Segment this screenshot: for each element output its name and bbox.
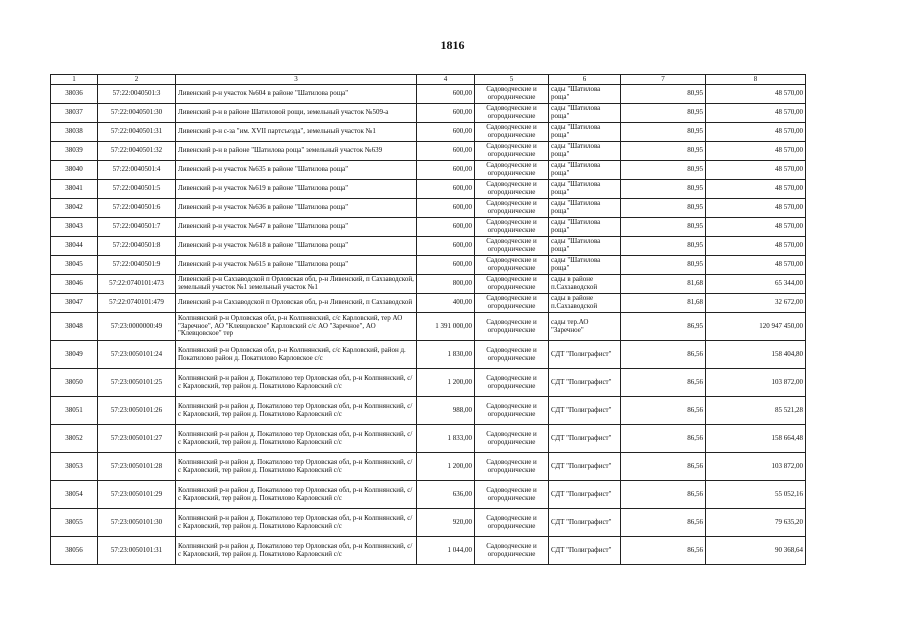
table-row: [51, 509, 806, 537]
land-category-cell: Садоводческие и огороднические: [475, 275, 549, 294]
land-category-cell: Садоводческие и огороднические: [475, 537, 549, 565]
address-cell: Ливенский р-н с-за "им. XVII партсъезда", земельный участок №1: [176, 123, 417, 142]
area-cell: 636,00: [417, 481, 475, 509]
table-row: [51, 85, 806, 104]
row-number-cell: 38049: [51, 341, 98, 369]
address-cell: Колпнянский р-н район д. Покатилово тер Орловская обл, р-н Колпнянский, с/с Карловский, тер район д. Покатилово Карловский с/с: [176, 509, 417, 537]
cadastral-number-cell: 57:22:0740101:473: [98, 275, 176, 294]
location-cell: СДТ "Полиграфист": [549, 341, 621, 369]
row-number-cell: 38056: [51, 537, 98, 565]
cadastral-value-cell: 48 570,00: [706, 123, 806, 142]
area-cell: 600,00: [417, 237, 475, 256]
row-number-cell: 38050: [51, 369, 98, 397]
land-category-cell: Садоводческие и огороднические: [475, 369, 549, 397]
table-row: [51, 294, 806, 313]
location-cell: сады тер.АО "Заречное": [549, 313, 621, 341]
location-cell: сады "Шатилова роща": [549, 218, 621, 237]
address-cell: Колпнянский р-н район д. Покатилово тер Орловская обл, р-н Колпнянский, с/с Карловский, тер район д. Покатилово Карловский с/с: [176, 425, 417, 453]
location-cell: сады "Шатилова роща": [549, 104, 621, 123]
cadastral-value-cell: 48 570,00: [706, 104, 806, 123]
cadastral-number-cell: 57:23:0000000:49: [98, 313, 176, 341]
area-cell: 400,00: [417, 294, 475, 313]
area-cell: 600,00: [417, 180, 475, 199]
row-number-cell: 38039: [51, 142, 98, 161]
land-category-cell: Садоводческие и огороднические: [475, 199, 549, 218]
table-row: [51, 123, 806, 142]
cadastral-value-cell: 48 570,00: [706, 161, 806, 180]
row-number-cell: 38044: [51, 237, 98, 256]
rate-cell: 86,56: [621, 369, 706, 397]
rate-cell: 86,95: [621, 313, 706, 341]
cadastral-value-cell: 48 570,00: [706, 85, 806, 104]
address-cell: Ливенский р-н в районе Шатиловой рощи, земельный участок №509-а: [176, 104, 417, 123]
cadastral-value-cell: 90 368,64: [706, 537, 806, 565]
area-cell: 988,00: [417, 397, 475, 425]
rate-cell: 86,56: [621, 453, 706, 481]
location-cell: сады "Шатилова роща": [549, 180, 621, 199]
rate-cell: 80,95: [621, 218, 706, 237]
header-row: [51, 75, 806, 85]
land-category-cell: Садоводческие и огороднические: [475, 218, 549, 237]
cadastral-number-cell: 57:22:0040501:5: [98, 180, 176, 199]
cadastral-value-cell: 158 404,80: [706, 341, 806, 369]
cadastral-value-cell: 32 672,00: [706, 294, 806, 313]
cadastral-number-cell: 57:23:0050101:25: [98, 369, 176, 397]
address-cell: Колпнянский р-н район д. Покатилово тер Орловская обл, р-н Колпнянский, с/с Карловский, тер район д. Покатилово Карловский с/с: [176, 481, 417, 509]
row-number-cell: 38046: [51, 275, 98, 294]
table-row: [51, 142, 806, 161]
area-cell: 800,00: [417, 275, 475, 294]
address-cell: Колпнянский р-н Орловская обл, р-н Колпнянский, с/с Карловский, район д. Покатилово район д. Покатилово Карловское с/с: [176, 341, 417, 369]
cadastral-value-cell: 103 872,00: [706, 369, 806, 397]
land-category-cell: Садоводческие и огороднические: [475, 123, 549, 142]
cadastral-number-cell: 57:23:0050101:29: [98, 481, 176, 509]
land-category-cell: Садоводческие и огороднические: [475, 341, 549, 369]
rate-cell: 80,95: [621, 180, 706, 199]
area-cell: 1 200,00: [417, 453, 475, 481]
header-cell: 7: [621, 75, 706, 85]
location-cell: сады "Шатилова роща": [549, 123, 621, 142]
cadastral-number-cell: 57:23:0050101:24: [98, 341, 176, 369]
cadastral-number-cell: 57:22:0040501:32: [98, 142, 176, 161]
cadastral-number-cell: 57:23:0050101:28: [98, 453, 176, 481]
cadastral-number-cell: 57:22:0040501:4: [98, 161, 176, 180]
cadastral-number-cell: 57:23:0050101:30: [98, 509, 176, 537]
cadastral-value-cell: 55 052,16: [706, 481, 806, 509]
cadastral-value-cell: 120 947 450,00: [706, 313, 806, 341]
rate-cell: 81,68: [621, 275, 706, 294]
land-category-cell: Садоводческие и огороднические: [475, 256, 549, 275]
cadastral-number-cell: 57:22:0040501:8: [98, 237, 176, 256]
location-cell: сады "Шатилова роща": [549, 199, 621, 218]
area-cell: 600,00: [417, 104, 475, 123]
row-number-cell: 38055: [51, 509, 98, 537]
header-cell: 3: [176, 75, 417, 85]
land-category-cell: Садоводческие и огороднические: [475, 294, 549, 313]
table-row: [51, 481, 806, 509]
cadastral-number-cell: 57:22:0040501:9: [98, 256, 176, 275]
address-cell: Ливенский р-н Сахзаводской п Орловская обл, р-н Ливенский, п Сахзаводской: [176, 294, 417, 313]
land-category-cell: Садоводческие и огороднические: [475, 180, 549, 199]
row-number-cell: 38053: [51, 453, 98, 481]
land-category-cell: Садоводческие и огороднические: [475, 509, 549, 537]
area-cell: 600,00: [417, 123, 475, 142]
land-category-cell: Садоводческие и огороднические: [475, 313, 549, 341]
header-cell: 6: [549, 75, 621, 85]
header-cell: 5: [475, 75, 549, 85]
row-number-cell: 38041: [51, 180, 98, 199]
rate-cell: 86,56: [621, 537, 706, 565]
table-row: [51, 425, 806, 453]
address-cell: Колпнянский р-н район д. Покатилово тер Орловская обл, р-н Колпнянский, с/с Карловский, тер район д. Покатилово Карловский с/с: [176, 537, 417, 565]
address-cell: Ливенский р-н участок №647 в районе "Шатилова роща": [176, 218, 417, 237]
area-cell: 1 391 000,00: [417, 313, 475, 341]
cadastral-value-cell: 85 521,28: [706, 397, 806, 425]
address-cell: Колпнянский р-н район д. Покатилово тер Орловская обл, р-н Колпнянский, с/с Карловский, тер район д. Покатилово Карловский с/с: [176, 369, 417, 397]
land-category-cell: Садоводческие и огороднические: [475, 85, 549, 104]
address-cell: Колпнянский р-н район д. Покатилово тер Орловская обл, р-н Колпнянский, с/с Карловский, тер район д. Покатилово Карловский с/с: [176, 397, 417, 425]
location-cell: СДТ "Полиграфист": [549, 481, 621, 509]
cadastral-number-cell: 57:23:0050101:26: [98, 397, 176, 425]
table-row: [51, 537, 806, 565]
area-cell: 600,00: [417, 199, 475, 218]
location-cell: СДТ "Полиграфист": [549, 397, 621, 425]
area-cell: 600,00: [417, 161, 475, 180]
address-cell: Колпнянский р-н Орловская обл, р-н Колпнянский, с/с Карловский, тер АО "Заречное", АО "Клевцовское" Карловский с/с АО "Заречное", АО "Клевцовское" тер: [176, 313, 417, 341]
rate-cell: 80,95: [621, 199, 706, 218]
land-category-cell: Садоводческие и огороднические: [475, 397, 549, 425]
row-number-cell: 38047: [51, 294, 98, 313]
cadastral-value-cell: 48 570,00: [706, 142, 806, 161]
rate-cell: 80,95: [621, 123, 706, 142]
table-row: [51, 397, 806, 425]
row-number-cell: 38052: [51, 425, 98, 453]
table-row: [51, 237, 806, 256]
table-row: [51, 180, 806, 199]
location-cell: сады "Шатилова роща": [549, 142, 621, 161]
table-body: [51, 85, 806, 565]
cadastral-number-cell: 57:22:0040501:3: [98, 85, 176, 104]
land-category-cell: Садоводческие и огороднические: [475, 453, 549, 481]
row-number-cell: 38048: [51, 313, 98, 341]
cadastral-number-cell: 57:22:0040501:6: [98, 199, 176, 218]
address-cell: Ливенский р-н участок №618 в районе "Шатилова роща": [176, 237, 417, 256]
header-cell: 8: [706, 75, 806, 85]
cadastral-number-cell: 57:22:0040501:30: [98, 104, 176, 123]
table-row: [51, 275, 806, 294]
table-row: [51, 369, 806, 397]
row-number-cell: 38042: [51, 199, 98, 218]
location-cell: СДТ "Полиграфист": [549, 509, 621, 537]
address-cell: Ливенский р-н участок №604 в районе "Шатилова роща": [176, 85, 417, 104]
row-number-cell: 38045: [51, 256, 98, 275]
table-row: [51, 256, 806, 275]
address-cell: Ливенский р-н участок №619 в районе "Шатилова роща": [176, 180, 417, 199]
cadastral-value-cell: 48 570,00: [706, 237, 806, 256]
address-cell: Ливенский р-н участок №636 в районе "Шатилова роща": [176, 199, 417, 218]
rate-cell: 80,95: [621, 256, 706, 275]
rate-cell: 80,95: [621, 237, 706, 256]
rate-cell: 80,95: [621, 142, 706, 161]
cadastral-value-cell: 48 570,00: [706, 199, 806, 218]
row-number-cell: 38040: [51, 161, 98, 180]
land-category-cell: Садоводческие и огороднические: [475, 237, 549, 256]
cadastral-value-cell: 79 635,20: [706, 509, 806, 537]
area-cell: 1 833,00: [417, 425, 475, 453]
location-cell: сады в районе п.Сахзаводской: [549, 275, 621, 294]
location-cell: сады "Шатилова роща": [549, 237, 621, 256]
address-cell: Ливенский р-н участок №635 в районе "Шатилова роща": [176, 161, 417, 180]
location-cell: СДТ "Полиграфист": [549, 453, 621, 481]
land-category-cell: Садоводческие и огороднические: [475, 142, 549, 161]
location-cell: сады в районе п.Сахзаводской: [549, 294, 621, 313]
area-cell: 600,00: [417, 142, 475, 161]
table-row: [51, 218, 806, 237]
page-number: 1816: [440, 38, 465, 52]
cadastral-value-cell: 103 872,00: [706, 453, 806, 481]
header-cell: 1: [51, 75, 98, 85]
cadastral-number-cell: 57:22:0040501:7: [98, 218, 176, 237]
area-cell: 1 044,00: [417, 537, 475, 565]
cadastral-number-cell: 57:23:0050101:27: [98, 425, 176, 453]
cadastral-number-cell: 57:23:0050101:31: [98, 537, 176, 565]
table-row: [51, 199, 806, 218]
rate-cell: 86,56: [621, 397, 706, 425]
area-cell: 600,00: [417, 256, 475, 275]
cadastral-value-cell: 48 570,00: [706, 218, 806, 237]
address-cell: Ливенский р-н в районе "Шатилова роща" земельный участок №639: [176, 142, 417, 161]
location-cell: сады "Шатилова роща": [549, 161, 621, 180]
cadastral-value-cell: 48 570,00: [706, 256, 806, 275]
rate-cell: 80,95: [621, 161, 706, 180]
rate-cell: 80,95: [621, 85, 706, 104]
rate-cell: 86,56: [621, 341, 706, 369]
rate-cell: 86,56: [621, 481, 706, 509]
cadastral-value-cell: 158 664,48: [706, 425, 806, 453]
location-cell: СДТ "Полиграфист": [549, 369, 621, 397]
cadastral-number-cell: 57:22:0040501:31: [98, 123, 176, 142]
location-cell: СДТ "Полиграфист": [549, 537, 621, 565]
area-cell: 920,00: [417, 509, 475, 537]
area-cell: 1 200,00: [417, 369, 475, 397]
address-cell: Ливенский р-н участок №615 в районе "Шатилова роща": [176, 256, 417, 275]
cadastral-value-cell: 48 570,00: [706, 180, 806, 199]
rate-cell: 81,68: [621, 294, 706, 313]
area-cell: 600,00: [417, 218, 475, 237]
address-cell: Колпнянский р-н район д. Покатилово тер Орловская обл, р-н Колпнянский, с/с Карловский, тер район д. Покатилово Карловский с/с: [176, 453, 417, 481]
table-row: [51, 313, 806, 341]
land-category-cell: Садоводческие и огороднические: [475, 104, 549, 123]
rate-cell: 80,95: [621, 104, 706, 123]
cadastral-number-cell: 57:22:0740101:479: [98, 294, 176, 313]
row-number-cell: 38043: [51, 218, 98, 237]
table-row: [51, 161, 806, 180]
location-cell: сады "Шатилова роща": [549, 85, 621, 104]
land-category-cell: Садоводческие и огороднические: [475, 481, 549, 509]
rate-cell: 86,56: [621, 425, 706, 453]
address-cell: Ливенский р-н Сахзаводской п Орловская обл, р-н Ливенский, п Сахзаводской, земельный участок №1 земельный участок №1: [176, 275, 417, 294]
table-row: [51, 104, 806, 123]
rate-cell: 86,56: [621, 509, 706, 537]
land-category-cell: Садоводческие и огороднические: [475, 425, 549, 453]
row-number-cell: 38051: [51, 397, 98, 425]
area-cell: 600,00: [417, 85, 475, 104]
row-number-cell: 38037: [51, 104, 98, 123]
row-number-cell: 38054: [51, 481, 98, 509]
header-cell: 2: [98, 75, 176, 85]
area-cell: 1 830,00: [417, 341, 475, 369]
table-row: [51, 453, 806, 481]
table-row: [51, 341, 806, 369]
row-number-cell: 38036: [51, 85, 98, 104]
location-cell: СДТ "Полиграфист": [549, 425, 621, 453]
register-table: [50, 74, 806, 565]
header-cell: 4: [417, 75, 475, 85]
location-cell: сады "Шатилова роща": [549, 256, 621, 275]
row-number-cell: 38038: [51, 123, 98, 142]
land-category-cell: Садоводческие и огороднические: [475, 161, 549, 180]
cadastral-value-cell: 65 344,00: [706, 275, 806, 294]
